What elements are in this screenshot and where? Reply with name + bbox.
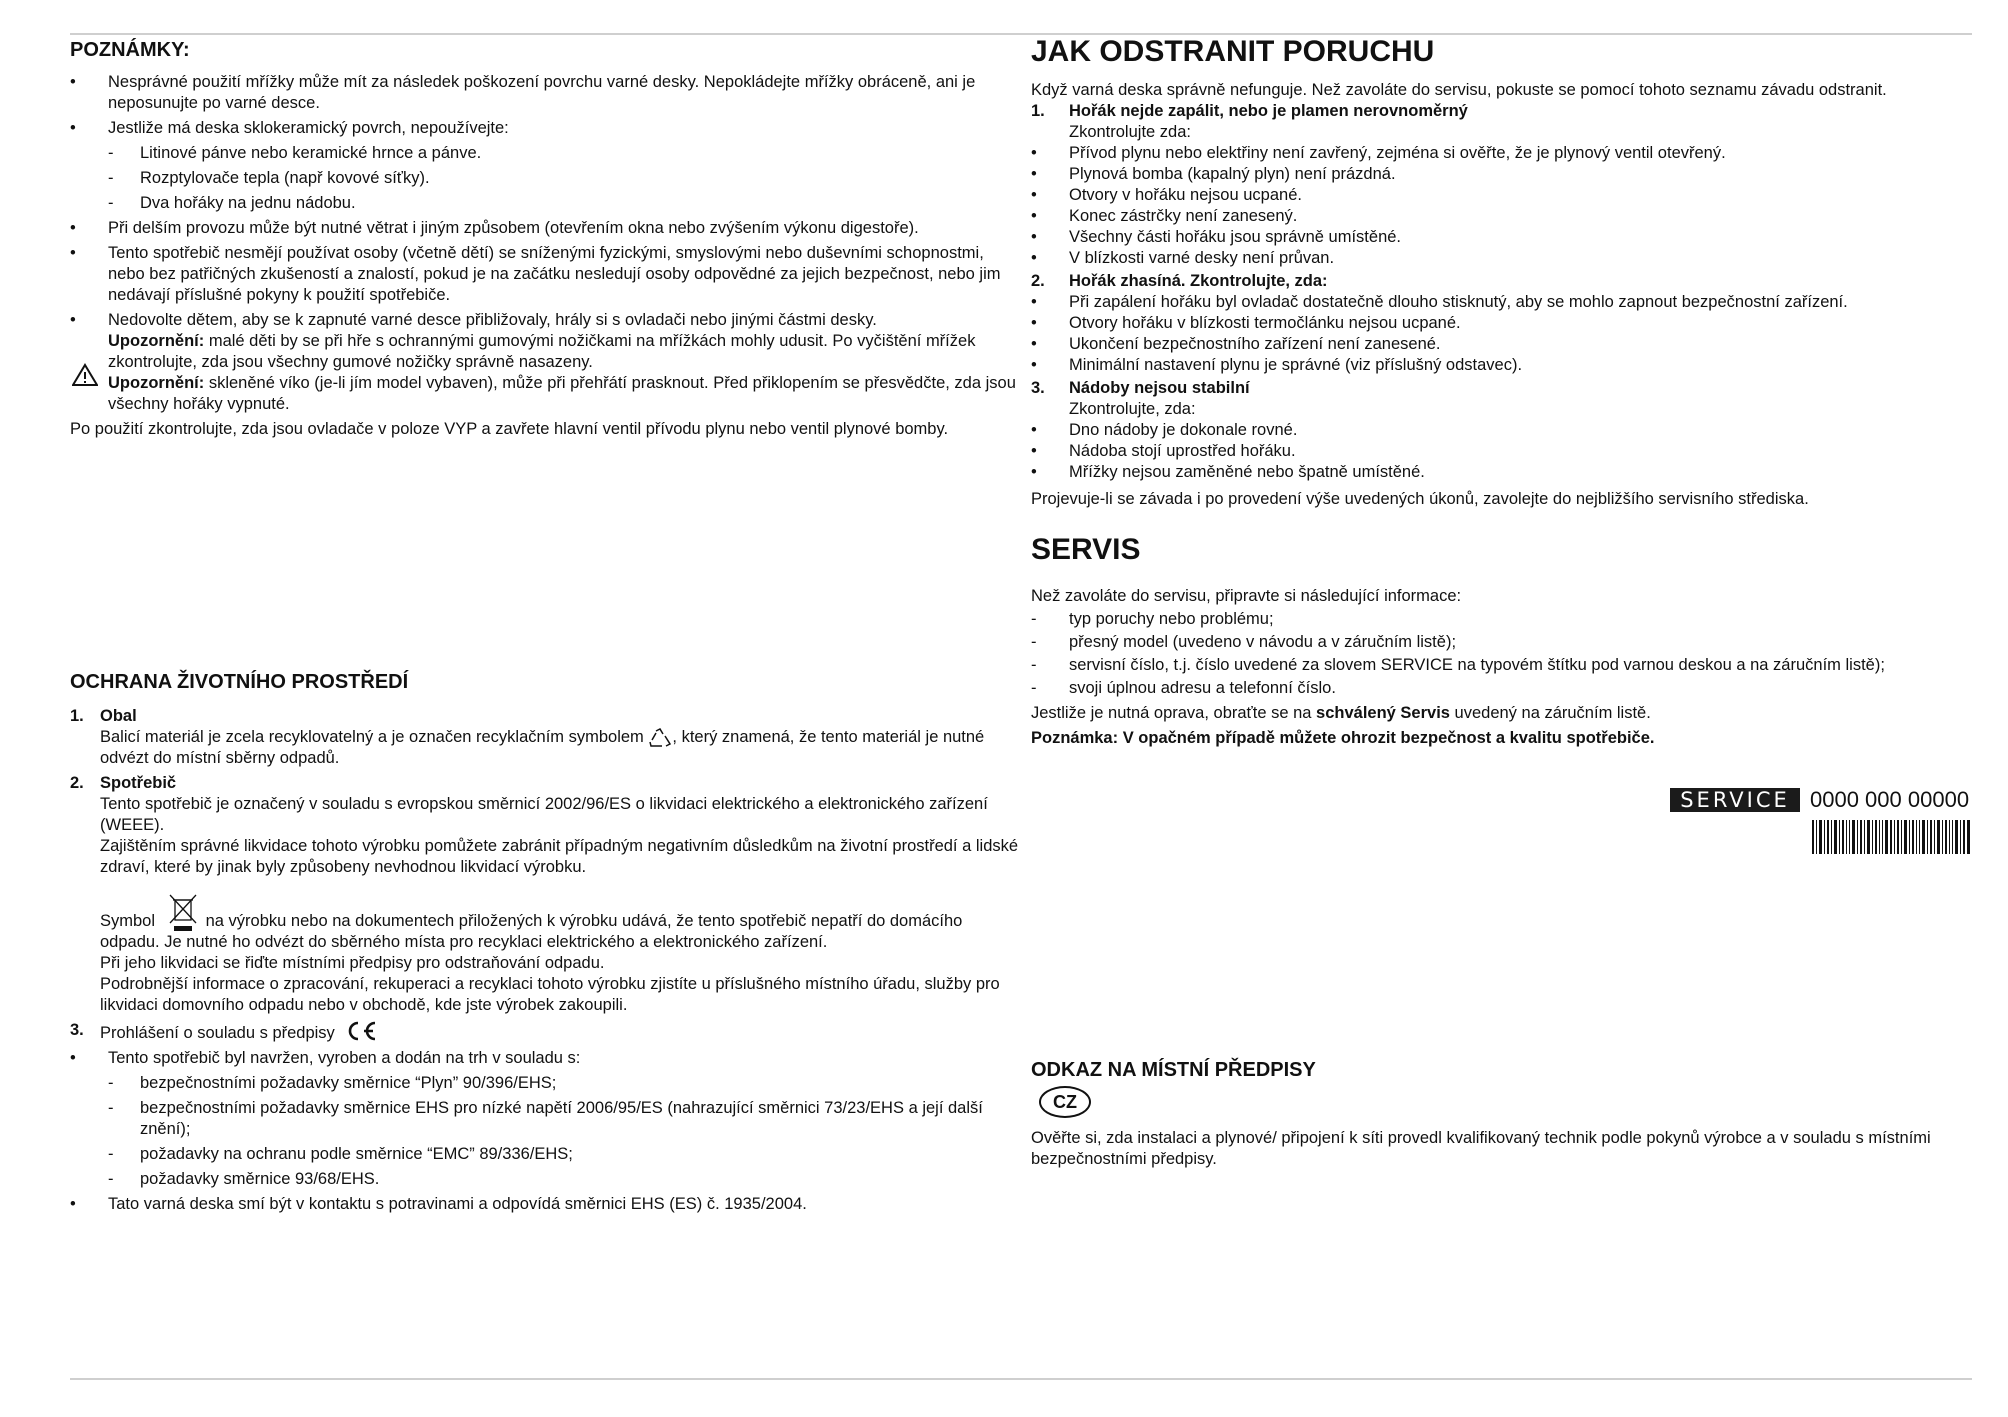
trouble-outro: Projevuje-li se závada i po provedení výše uvedených úkonů, zavolejte do nejbližšího servisního střediska. xyxy=(1031,490,1809,508)
list-item xyxy=(1031,143,1971,164)
trouble-text: Přívod plynu nebo elektřiny není zavřený, zejména si ověřte, že je plynový ventil otevřený. xyxy=(1069,144,1726,162)
warning-text: skleněné víko (je-li jím model vybaven), může při přehřátí prasknout. Před přiklopením se přesvědčte, zda jsou všechny hořáky vypnuté. xyxy=(108,374,1016,413)
list-item xyxy=(70,1098,1020,1140)
list-item xyxy=(70,72,1020,114)
item-number: 1. xyxy=(1031,102,1045,120)
list-item xyxy=(70,1048,1020,1069)
repair-text-b: schválený Servis xyxy=(1316,704,1450,722)
trouble-text: Dno nádoby je dokonale rovné. xyxy=(1069,421,1298,439)
notes-text: Nedovolte dětem, aby se k zapnuté varné desce přibližovaly, hrály si s ovladači nebo jinými částmi desky. xyxy=(108,311,877,329)
trouble-text: Otvory v hořáku nejsou ucpané. xyxy=(1069,186,1302,204)
bullet: • xyxy=(1031,186,1037,204)
notes-text: Dva hořáky na jednu nádobu. xyxy=(140,194,356,212)
barcode-icon xyxy=(1812,820,1970,854)
check-label: Zkontrolujte, zda: xyxy=(1069,400,1196,418)
bullet: • xyxy=(70,311,76,329)
list-item xyxy=(1031,355,1971,376)
item-number: 2. xyxy=(1031,272,1045,290)
trouble-text: Plynová bomba (kapalný plyn) není prázdná. xyxy=(1069,165,1396,183)
list-item xyxy=(70,193,1020,214)
list-item xyxy=(70,118,1020,139)
notes-text: Jestliže má deska sklokeramický povrch, nepoužívejte: xyxy=(108,119,509,137)
environment-section xyxy=(70,670,1020,1215)
numbered-item xyxy=(70,706,1020,727)
bullet: • xyxy=(70,1049,76,1067)
dash: - xyxy=(108,1145,114,1163)
bullet: • xyxy=(70,244,76,262)
item-title: Obal xyxy=(100,707,137,725)
bullet: • xyxy=(1031,421,1037,439)
list-item xyxy=(70,1169,1020,1190)
item-number: 2. xyxy=(70,774,84,792)
item-title-text: Prohlášení o souladu s předpisy xyxy=(100,1024,335,1042)
trouble-heading: JAK ODSTRANIT PORUCHU xyxy=(1031,35,1435,68)
list-item xyxy=(1031,678,1971,699)
list-item xyxy=(70,1144,1020,1165)
service-label: SERVICE xyxy=(1670,788,1800,812)
local-text: Ověřte si, zda instalaci a plynové/ připojení k síti provedl kvalifikovaný technik podle pokynů výrobce a v souladu s místními bezpečnostními předpisy. xyxy=(1031,1129,1931,1168)
env-text: bezpečnostními požadavky směrnice “Plyn” 90/396/EHS; xyxy=(140,1074,557,1092)
trouble-text: Konec zástrčky není zanesený. xyxy=(1069,207,1298,225)
notes-text: Litinové pánve nebo keramické hrnce a pánve. xyxy=(140,144,482,162)
list-item xyxy=(70,243,1020,306)
list-item xyxy=(1031,292,1971,313)
list-item xyxy=(70,1194,1020,1215)
check-label: Zkontrolujte zda: xyxy=(1069,123,1191,141)
bullet: • xyxy=(1031,442,1037,460)
country-badge: CZ xyxy=(1039,1086,1091,1118)
env-text: bezpečnostními požadavky směrnice EHS pro nízké napětí 2006/95/ES (nahrazující směrnici 73/23/EHS a její další znění); xyxy=(140,1099,983,1138)
notes-final: Po použití zkontrolujte, zda jsou ovladače v poloze VYP a zavřete hlavní ventil přívodu plynu nebo ventil plynové bomby. xyxy=(70,420,949,438)
weee-bin-icon xyxy=(166,892,200,932)
bullet: • xyxy=(1031,144,1037,162)
dash: - xyxy=(108,1099,114,1117)
env-text: Zajištěním správné likvidace tohoto výrobku pomůžete zabránit případným negativním důsledkům na životní prostředí a lidské zdraví, které by jinak byly způsobeny nevhodnou likvidací výrobku. xyxy=(100,837,1019,876)
env-text: požadavky na ochranu podle směrnice “EMC” 89/336/EHS; xyxy=(140,1145,573,1163)
warning-icon xyxy=(72,363,98,387)
bullet: • xyxy=(1031,249,1037,267)
list-item xyxy=(1031,334,1971,355)
item-title: Hořák nejde zapálit, nebo je plamen nerovnoměrný xyxy=(1069,102,1468,120)
numbered-item xyxy=(1031,101,1971,122)
warning-children xyxy=(108,331,1020,373)
numbered-item xyxy=(1031,271,1971,292)
list-item xyxy=(70,1073,1020,1094)
list-item xyxy=(1031,313,1971,334)
env-text: požadavky směrnice 93/68/EHS. xyxy=(140,1170,380,1188)
service-text: typ poruchy nebo problému; xyxy=(1069,610,1274,628)
dash: - xyxy=(1031,610,1037,628)
item-title: Nádoby nejsou stabilní xyxy=(1069,379,1250,397)
env-text xyxy=(70,892,1020,953)
env-text-b: na výrobku nebo na dokumentech přiložených k výrobku udává, že tento spotřebič nepatří do domácího odpadu. Je nutné ho odvézt do sběrného místa pro recyklaci elektrického a elektronického zařízení. xyxy=(100,912,963,951)
trouble-text: Nádoba stojí uprostřed hořáku. xyxy=(1069,442,1296,460)
notes-text: Rozptylovače tepla (např kovové síťky). xyxy=(140,169,430,187)
dash: - xyxy=(108,1170,114,1188)
bullet: • xyxy=(1031,165,1037,183)
recycle-icon xyxy=(648,728,672,748)
trouble-text: Minimální nastavení plynu je správné (viz příslušný odstavec). xyxy=(1069,356,1523,374)
warning-lid xyxy=(108,373,1020,415)
service-heading: SERVIS xyxy=(1031,533,1141,566)
trouble-text: V blízkosti varné desky není průvan. xyxy=(1069,249,1335,267)
notes-section xyxy=(70,38,1020,440)
service-repair xyxy=(1031,703,1971,724)
list-item xyxy=(1031,609,1971,630)
warnings xyxy=(70,331,1020,415)
item-number: 3. xyxy=(1031,379,1045,397)
service-sticker xyxy=(1670,786,1972,858)
item-title: Spotřebič xyxy=(100,774,177,792)
dash: - xyxy=(108,1074,114,1092)
bullet: • xyxy=(1031,228,1037,246)
numbered-item xyxy=(70,773,1020,794)
service-text: svoji úplnou adresu a telefonní číslo. xyxy=(1069,679,1336,697)
dash: - xyxy=(108,169,114,187)
warning-text: malé děti by se při hře s ochrannými gumovými nožičkami na mřížkách mohly udusit. Po vyčištění mřížek zkontrolujte, zda jsou všechny gumové nožičky správně nasazeny. xyxy=(108,332,976,371)
env-text: Tato varná deska smí být v kontaktu s potravinami a odpovídá směrnici EHS (ES) č. 1935/2004. xyxy=(108,1195,807,1213)
list-item xyxy=(70,218,1020,239)
env-text-a: Symbol xyxy=(100,912,156,930)
trouble-intro: Když varná deska správně nefunguje. Než zavoláte do servisu, pokuste se pomocí tohoto seznamu závadu odstranit. xyxy=(1031,81,1887,99)
bullet: • xyxy=(70,219,76,237)
bullet: • xyxy=(1031,356,1037,374)
service-number: 0000 000 00000 xyxy=(1810,787,1970,812)
list-item xyxy=(1031,441,1971,462)
warning-label: Upozornění: xyxy=(108,332,205,350)
item-number: 1. xyxy=(70,707,84,725)
trouble-text: Mřížky nejsou zaměněné nebo špatně umístěné. xyxy=(1069,463,1425,481)
list-item xyxy=(1031,632,1971,653)
local-regulations-section xyxy=(1031,1058,1971,1170)
list-item xyxy=(1031,655,1971,676)
numbered-item xyxy=(70,1020,1020,1044)
dash: - xyxy=(1031,633,1037,651)
notes-text: Nesprávné použití mřížky může mít za následek poškození povrchu varné desky. Nepokládejte mřížky obráceně, ani je neposunujte po varné desce. xyxy=(108,73,976,112)
env-text: Tento spotřebič byl navržen, vyroben a dodán na trh v souladu s: xyxy=(108,1049,581,1067)
env-text xyxy=(70,727,1020,769)
env-text: Tento spotřebič je označený v souladu s evropskou směrnicí 2002/96/ES o likvidaci elektrického a elektronického zařízení (WEEE). xyxy=(100,795,988,834)
service-text: přesný model (uvedeno v návodu a v záručním listě); xyxy=(1069,633,1457,651)
dash: - xyxy=(108,144,114,162)
list-item xyxy=(1031,248,1971,269)
service-intro: Než zavoláte do servisu, připravte si následující informace: xyxy=(1031,587,1462,605)
trouble-text: Při zapálení hořáku byl ovladač dostatečně dlouho stisknutý, aby se mohlo zapnout bezpečnostní zařízení. xyxy=(1069,293,1848,311)
bullet: • xyxy=(70,73,76,91)
bullet: • xyxy=(1031,293,1037,311)
service-note: Poznámka: V opačném případě můžete ohrozit bezpečnost a kvalitu spotřebiče. xyxy=(1031,729,1655,747)
bullet: • xyxy=(1031,207,1037,225)
bullet: • xyxy=(1031,463,1037,481)
bottom-rule xyxy=(70,1378,1972,1380)
env-text-b: , který znamená, že tento materiál je nutné odvézt do místní sběrny odpadů. xyxy=(100,728,985,767)
environment-heading: OCHRANA ŽIVOTNÍHO PROSTŘEDÍ xyxy=(70,671,409,693)
local-heading: ODKAZ NA MÍSTNÍ PŘEDPISY xyxy=(1031,1059,1316,1081)
env-text-a: Balicí materiál je zcela recyklovatelný a je označen recyklačním symbolem xyxy=(100,728,644,746)
list-item xyxy=(1031,227,1971,248)
env-text: Při jeho likvidaci se řiďte místními předpisy pro odstraňování odpadu. xyxy=(100,954,605,972)
trouble-text: Všechny části hořáku jsou správně umístěné. xyxy=(1069,228,1402,246)
item-number: 3. xyxy=(70,1021,84,1039)
list-item xyxy=(70,143,1020,164)
right-column xyxy=(1031,34,1971,749)
bullet: • xyxy=(1031,335,1037,353)
bullet: • xyxy=(70,119,76,137)
warning-label: Upozornění: xyxy=(108,374,205,392)
list-item xyxy=(1031,185,1971,206)
notes-text: Tento spotřebič nesmějí používat osoby (včetně dětí) se sníženými fyzickými, smyslovými nebo duševními schopnostmi, nebo bez patřičných zkušeností a znalostí, pokud je na začátku nesledují osoby odpovědné za jejich bezpečnost, nebo jim nedávají příslušné pokyny k použití spotřebiče. xyxy=(108,244,1001,304)
numbered-item xyxy=(1031,378,1971,399)
list-item xyxy=(1031,206,1971,227)
env-text: Podrobnější informace o zpracování, rekuperaci a recyklaci tohoto výrobku zjistíte u příslušného místního úřadu, služby pro likvidaci domovního odpadu nebo v obchodě, kde jste výrobek zakoupili. xyxy=(100,975,1000,1014)
list-item xyxy=(70,310,1020,331)
bullet: • xyxy=(1031,314,1037,332)
list-item xyxy=(1031,420,1971,441)
notes-text: Při delším provozu může být nutné větrat i jiným způsobem (otevřením okna nebo zvýšením výkonu digestoře). xyxy=(108,219,919,237)
list-item xyxy=(1031,462,1971,483)
dash: - xyxy=(108,194,114,212)
dash: - xyxy=(1031,679,1037,697)
list-item xyxy=(1031,164,1971,185)
service-text: servisní číslo, t.j. číslo uvedené za slovem SERVICE na typovém štítku pod varnou deskou a na záručním listě); xyxy=(1069,656,1885,674)
repair-text-a: Jestliže je nutná oprava, obraťte se na xyxy=(1031,704,1317,722)
item-title xyxy=(100,1020,1020,1044)
notes-heading: POZNÁMKY: xyxy=(70,39,190,61)
trouble-text: Otvory hořáku v blízkosti termočlánku nejsou ucpané. xyxy=(1069,314,1461,332)
trouble-text: Ukončení bezpečnostního zařízení není zanesené. xyxy=(1069,335,1441,353)
repair-text-c: uvedený na záručním listě. xyxy=(1449,704,1651,722)
list-item xyxy=(70,168,1020,189)
bullet: • xyxy=(70,1195,76,1213)
ce-mark-icon xyxy=(343,1020,379,1042)
dash: - xyxy=(1031,656,1037,674)
item-title: Hořák zhasíná. Zkontrolujte, zda: xyxy=(1069,272,1328,290)
